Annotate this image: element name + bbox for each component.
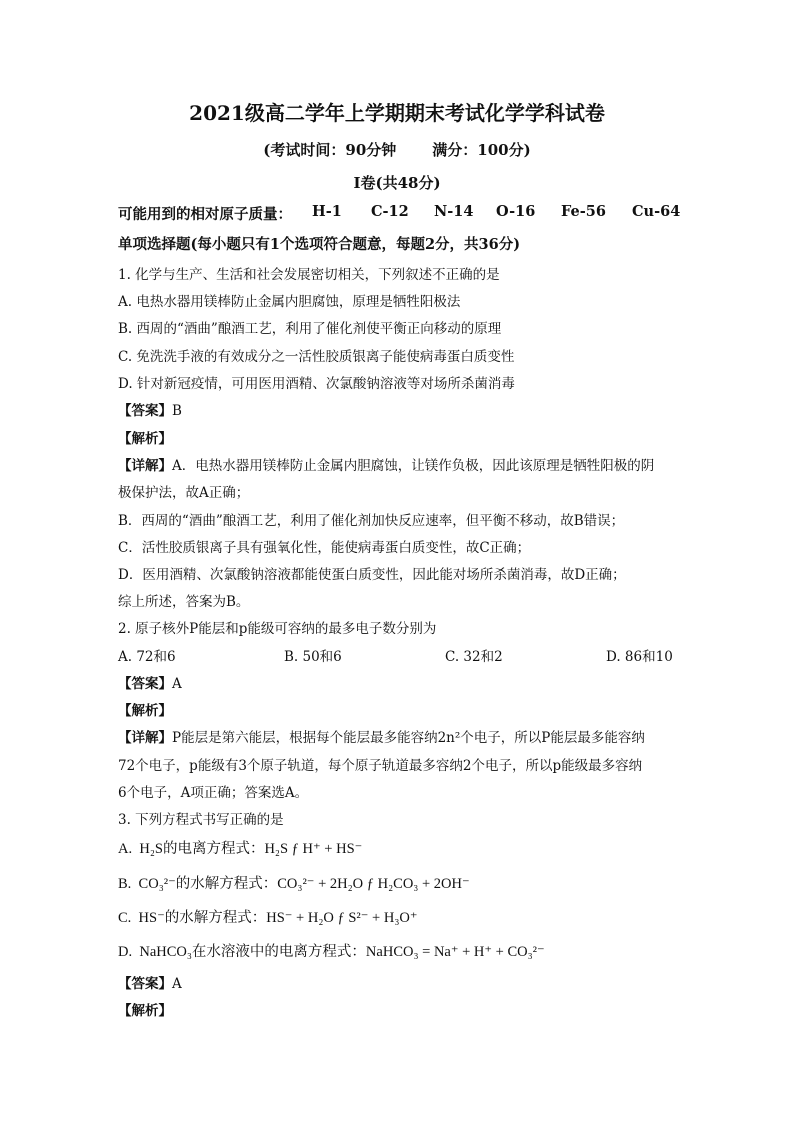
answer-tag: 【答案】	[118, 403, 172, 419]
exam-score: 满分：100分)	[432, 141, 531, 159]
q1-answer	[118, 399, 182, 419]
detail-tag: 【详解】	[118, 458, 172, 474]
option-label: C.	[118, 910, 132, 926]
q2-option-c: C. 32和2	[445, 649, 503, 665]
q3-analysis-tag: 【解析】	[118, 1003, 172, 1019]
page-title: 2021级高二学年上学期期末考试化学学科试卷	[189, 101, 605, 125]
q2-answer	[118, 672, 182, 692]
option-label: A.	[118, 841, 133, 857]
q3-option-d	[118, 940, 545, 961]
q1-detail-line: 综上所述，答案为B。	[118, 594, 250, 610]
q2-option-b: B. 50和6	[284, 649, 342, 665]
option-label: D.	[118, 944, 133, 960]
atomic-mass-item: C-12	[371, 203, 409, 220]
exam-time: (考试时间：90分钟	[263, 141, 397, 159]
atomic-mass-item: H-1	[312, 203, 342, 220]
q1-detail-line: C．活性胶质银离子具有强氧化性，能使病毒蛋白质变性，故C正确；	[118, 540, 531, 556]
atomic-mass-item: Fe-56	[561, 203, 606, 220]
answer-value: A	[172, 976, 182, 992]
option-text: H₂S的电离方程式：H₂S ƒ H⁺ + HS⁻	[139, 841, 363, 857]
answer-tag: 【答案】	[118, 976, 172, 992]
detail-tag: 【详解】	[118, 730, 172, 746]
detail-text: A．电热水器用镁棒防止金属内胆腐蚀，让镁作负极，因此该原理是牺牲阳极的阴	[172, 458, 655, 474]
q1-stem: 1. 化学与生产、生活和社会发展密切相关，下列叙述不正确的是	[118, 267, 500, 283]
answer-value: B	[172, 403, 182, 419]
atomic-mass-item: Cu-64	[632, 203, 681, 220]
q1-analysis-tag: 【解析】	[118, 431, 172, 447]
option-label: B.	[118, 876, 132, 892]
atomic-mass-item: O-16	[496, 203, 536, 220]
q3-stem: 3. 下列方程式书写正确的是	[118, 812, 284, 828]
q1-detail-line: B．西周的“酒曲”酿酒工艺，利用了催化剂加快反应速率，但平衡不移动，故B错误；	[118, 513, 625, 529]
q2-analysis-tag: 【解析】	[118, 703, 172, 719]
section-heading: I卷(共48分)	[353, 174, 441, 192]
q3-option-b	[118, 872, 470, 893]
q1-option-a: A. 电热水器用镁棒防止金属内胆腐蚀，原理是牺牲阳极法	[118, 294, 461, 310]
option-text: HS⁻的水解方程式：HS⁻ + H₂O ƒ S²⁻ + H₃O⁺	[138, 910, 418, 926]
q2-option-d: D. 86和10	[606, 649, 673, 665]
exam-info	[0, 139, 794, 160]
q2-option-a: A. 72和6	[118, 649, 176, 665]
q2-stem: 2. 原子核外P能层和p能级可容纳的最多电子数分别为	[118, 621, 437, 637]
atomic-mass-item: N-14	[434, 203, 474, 220]
option-text: NaHCO₃在水溶液中的电离方程式：NaHCO₃ = Na⁺ + H⁺ + CO₃²⁻	[139, 944, 545, 960]
answer-value: A	[172, 676, 182, 692]
q1-detail-line	[118, 454, 654, 474]
atomic-masses-label: 可能用到的相对原子质量：	[118, 206, 292, 223]
q3-option-c	[118, 906, 418, 927]
q3-answer	[118, 972, 182, 992]
detail-text: P能层是第六能层，根据每个能层最多能容纳2n²个电子，所以P能层最多能容纳	[172, 730, 645, 746]
q1-detail-line: D．医用酒精、次氯酸钠溶液都能使蛋白质变性，因此能对场所杀菌消毒，故D正确；	[118, 567, 626, 583]
q2-detail-line	[118, 726, 645, 746]
q1-option-d: D. 针对新冠疫情，可用医用酒精、次氯酸钠溶液等对场所杀菌消毒	[118, 376, 515, 392]
answer-tag: 【答案】	[118, 676, 172, 692]
option-text: CO₃²⁻的水解方程式：CO₃²⁻ + 2H₂O ƒ H₂CO₃ + 2OH⁻	[138, 876, 470, 892]
q2-detail-line: 6个电子，A项正确；答案选A。	[118, 785, 309, 801]
q1-option-b: B. 西周的“酒曲”酿酒工艺，利用了催化剂使平衡正向移动的原理	[118, 321, 502, 337]
q3-option-a	[118, 837, 362, 858]
part-heading: 单项选择题(每小题只有1个选项符合题意，每题2分，共36分)	[118, 236, 521, 253]
q2-detail-line: 72个电子，p能级有3个原子轨道，每个原子轨道最多容纳2个电子，所以p能级最多容纳	[118, 758, 643, 774]
q1-detail-line: 极保护法，故A正确；	[118, 485, 250, 501]
q1-option-c: C. 免洗洗手液的有效成分之一活性胶质银离子能使病毒蛋白质变性	[118, 349, 515, 365]
